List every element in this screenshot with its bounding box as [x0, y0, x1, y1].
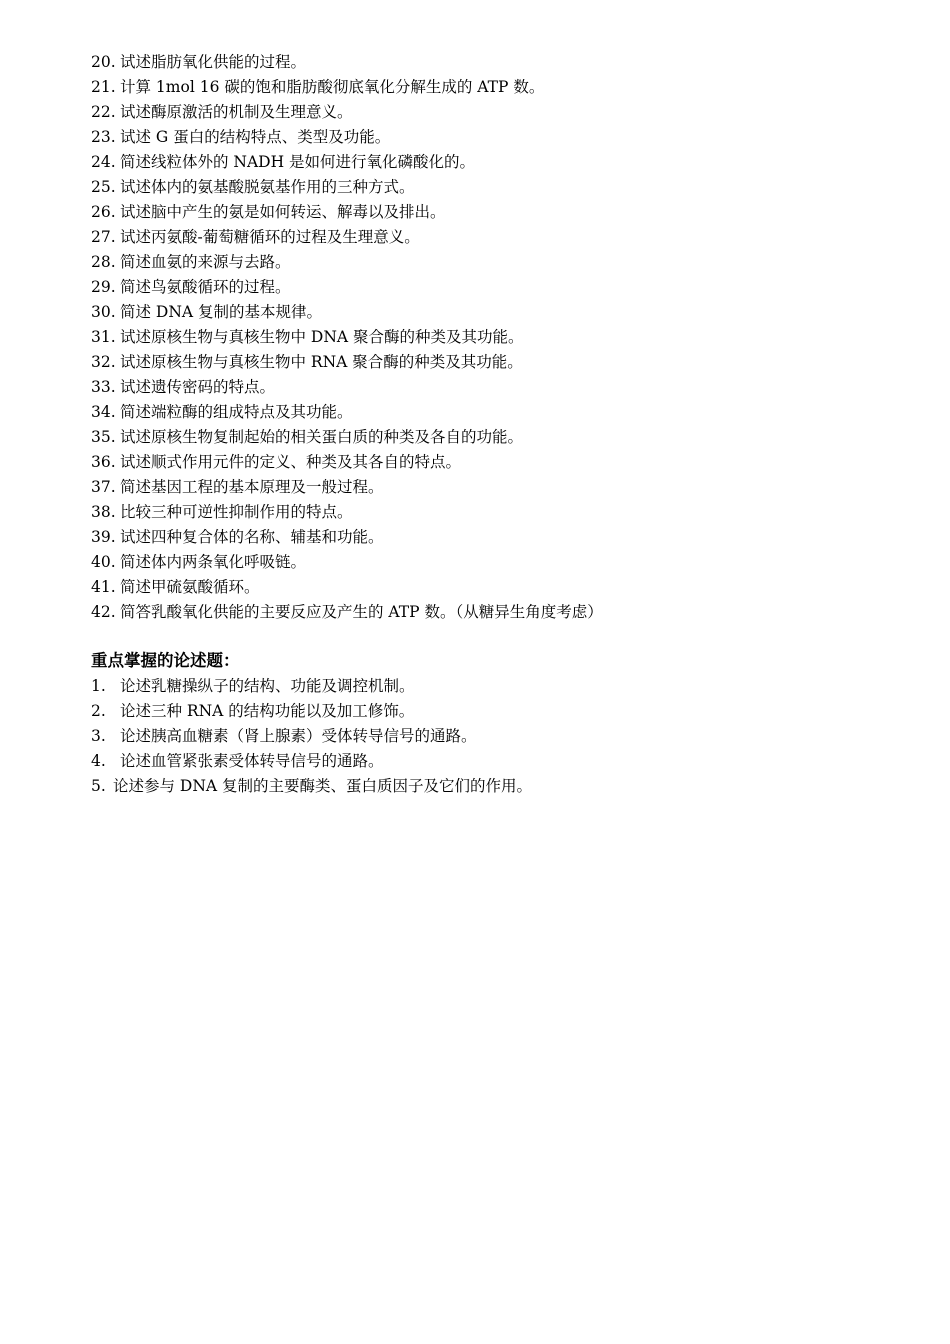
- item-number: 39.: [91, 528, 116, 546]
- item-text: 试述原核生物与真核生物中 DNA 聚合酶的种类及其功能。: [120, 328, 524, 346]
- item-number: 38.: [91, 503, 116, 521]
- item-text: 简述血氨的来源与去路。: [120, 253, 291, 271]
- item-text: 试述酶原激活的机制及生理意义。: [120, 103, 353, 121]
- item-text: 试述脂肪氧化供能的过程。: [120, 53, 307, 71]
- item-text: 试述体内的氨基酸脱氨基作用的三种方式。: [120, 178, 415, 196]
- item-number: 3.: [91, 727, 106, 745]
- item-number: 42.: [91, 603, 116, 621]
- item-text: 论述三种 RNA 的结构功能以及加工修饰。: [120, 702, 415, 720]
- item-text: 论述参与 DNA 复制的主要酶类、蛋白质因子及它们的作用。: [113, 777, 533, 795]
- item-text: 计算 1mol 16 碳的饱和脂肪酸彻底氧化分解生成的 ATP 数。: [120, 78, 545, 96]
- item-number: 30.: [91, 303, 116, 321]
- item-number: 5.: [91, 777, 106, 795]
- list-item: [91, 724, 911, 749]
- item-text: 简述体内两条氧化呼吸链。: [120, 553, 307, 571]
- item-text: 论述血管紧张素受体转导信号的通路。: [120, 752, 384, 770]
- item-number: 26.: [91, 203, 116, 221]
- list-item: [91, 75, 911, 100]
- list-item: [91, 400, 911, 425]
- item-number: 31.: [91, 328, 116, 346]
- item-text: 试述原核生物与真核生物中 RNA 聚合酶的种类及其功能。: [120, 353, 523, 371]
- list-item: [91, 300, 911, 325]
- list-item: [91, 175, 911, 200]
- list-item: [91, 250, 911, 275]
- list-item: [91, 375, 911, 400]
- list-item: [91, 699, 911, 724]
- item-number: 21.: [91, 78, 116, 96]
- item-text: 简答乳酸氧化供能的主要反应及产生的 ATP 数。（从糖异生角度考虑）: [120, 603, 603, 621]
- item-number: 35.: [91, 428, 116, 446]
- item-text: 简述基因工程的基本原理及一般过程。: [120, 478, 384, 496]
- list-item: [91, 674, 911, 699]
- item-number: 2.: [91, 702, 106, 720]
- list-item: [91, 600, 911, 625]
- item-number: 27.: [91, 228, 116, 246]
- item-number: 4.: [91, 752, 106, 770]
- item-text: 简述甲硫氨酸循环。: [120, 578, 260, 596]
- item-number: 1.: [91, 677, 106, 695]
- list-item: [91, 225, 911, 250]
- item-text: 试述丙氨酸-葡萄糖循环的过程及生理意义。: [120, 228, 420, 246]
- item-text: 论述乳糖操纵子的结构、功能及调控机制。: [120, 677, 415, 695]
- list-item: [91, 150, 911, 175]
- item-number: 40.: [91, 553, 116, 571]
- item-text: 简述线粒体外的 NADH 是如何进行氧化磷酸化的。: [120, 153, 476, 171]
- item-number: 25.: [91, 178, 116, 196]
- item-text: 试述 G 蛋白的结构特点、类型及功能。: [120, 128, 391, 146]
- list-item: [91, 100, 911, 125]
- list-item: [91, 50, 911, 75]
- item-text: 简述鸟氨酸循环的过程。: [120, 278, 291, 296]
- list-item: [91, 200, 911, 225]
- item-text: 简述端粒酶的组成特点及其功能。: [120, 403, 353, 421]
- item-text: 试述脑中产生的氨是如何转运、解毒以及排出。: [120, 203, 446, 221]
- item-number: 28.: [91, 253, 116, 271]
- item-text: 论述胰高血糖素（肾上腺素）受体转导信号的通路。: [120, 727, 477, 745]
- item-number: 29.: [91, 278, 116, 296]
- list-item: [91, 425, 911, 450]
- item-text: 试述顺式作用元件的定义、种类及其各自的特点。: [120, 453, 462, 471]
- list-item: [91, 575, 911, 600]
- list-item: [91, 125, 911, 150]
- list-item: [91, 325, 911, 350]
- item-number: 37.: [91, 478, 116, 496]
- essay-question-list: [91, 674, 911, 799]
- list-item: [91, 475, 911, 500]
- list-item: [91, 749, 911, 774]
- item-number: 24.: [91, 153, 116, 171]
- item-text: 试述四种复合体的名称、辅基和功能。: [120, 528, 384, 546]
- item-number: 20.: [91, 53, 116, 71]
- list-item: [91, 774, 911, 799]
- item-number: 34.: [91, 403, 116, 421]
- item-number: 22.: [91, 103, 116, 121]
- item-number: 23.: [91, 128, 116, 146]
- section-heading: 重点掌握的论述题：: [91, 651, 240, 670]
- list-item: [91, 275, 911, 300]
- item-text: 简述 DNA 复制的基本规律。: [120, 303, 323, 321]
- short-question-list: [91, 50, 911, 625]
- document-page: [91, 50, 911, 799]
- item-number: 33.: [91, 378, 116, 396]
- item-text: 试述遗传密码的特点。: [120, 378, 276, 396]
- list-item: [91, 450, 911, 475]
- list-item: [91, 350, 911, 375]
- item-number: 36.: [91, 453, 116, 471]
- item-number: 32.: [91, 353, 116, 371]
- list-item: [91, 500, 911, 525]
- list-item: [91, 550, 911, 575]
- list-item: [91, 525, 911, 550]
- item-text: 试述原核生物复制起始的相关蛋白质的种类及各自的功能。: [120, 428, 524, 446]
- item-number: 41.: [91, 578, 116, 596]
- item-text: 比较三种可逆性抑制作用的特点。: [120, 503, 353, 521]
